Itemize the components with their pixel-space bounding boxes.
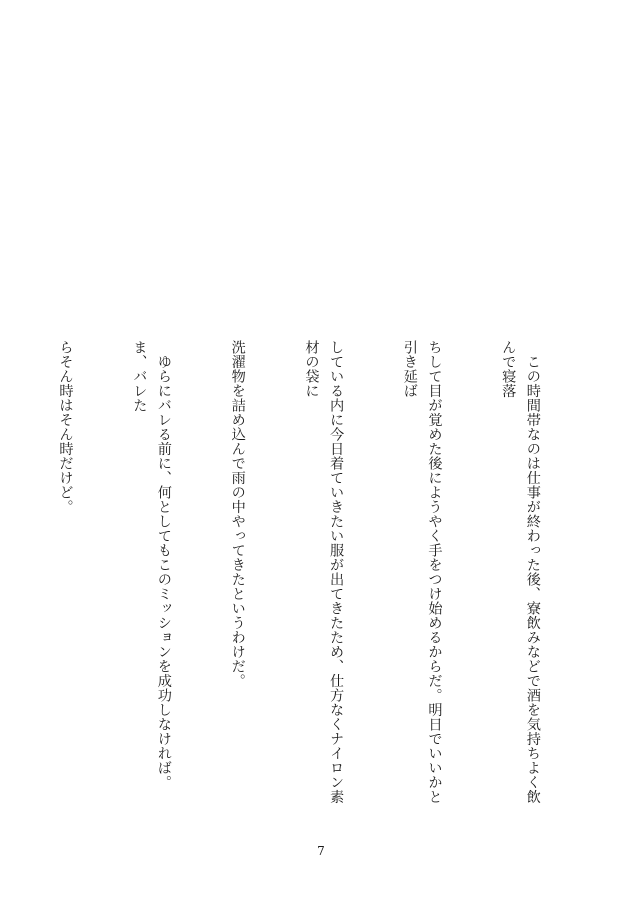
text-line: この時間帯なのは仕事が終わった後、寮飲みなどで酒を気持ちよく飲んで寝落 (500, 340, 541, 804)
text-line: している内に今日着ていきたい服が出てきたため、仕方なくナイロン素材の袋に (303, 340, 345, 804)
text-line: ちして目が覚めた後にようやく手をつけ始めるからだ。明日でいいかと引き延ば (401, 340, 443, 804)
text-line: ゆらにバレる前に、何としてもこのミッションを成功しなければ。ま、バレた (131, 340, 172, 790)
text-line: 洗濯物を詰め込んで雨の中やってきたというわけだ。 (229, 340, 246, 688)
page-number: 7 (317, 844, 325, 858)
text-line: らそん時はそん時だけど。 (57, 340, 74, 514)
text-line (0, 340, 4, 810)
body-text (0, 340, 594, 810)
